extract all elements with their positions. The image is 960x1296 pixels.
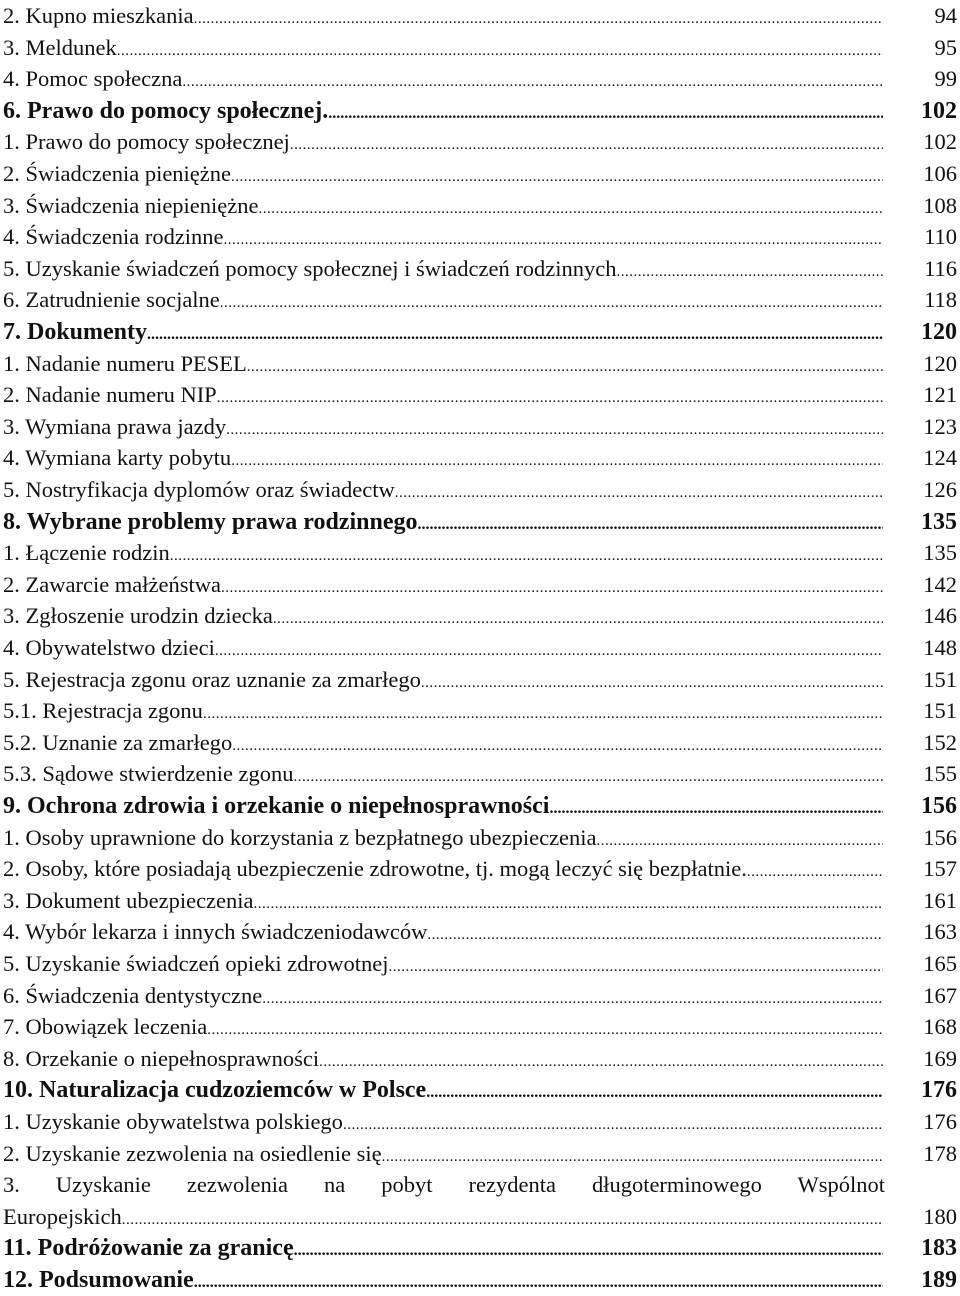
toc-entry[interactable] (0, 253, 960, 285)
toc-entry[interactable] (0, 537, 960, 569)
toc-entry-label: 4. Wybór lekarza i innych świadczeniodawców (3, 919, 428, 945)
toc-entry-page-number: 118 (924, 287, 957, 313)
toc-entry-label: 5.3. Sądowe stwierdzenie zgonu (3, 761, 294, 787)
toc-entry-text (3, 63, 883, 95)
toc-entry[interactable] (0, 1043, 960, 1075)
toc-entry[interactable] (0, 948, 960, 980)
toc-entry-text (3, 822, 883, 854)
toc-entry[interactable] (0, 885, 960, 917)
toc-entry-text (3, 253, 883, 285)
toc-entry-label: 11. Podróżowanie za granicę (3, 1235, 294, 1262)
toc-entry-label: Europejskich (3, 1203, 122, 1229)
toc-entry-label: 2. Świadczenia pieniężne (3, 161, 232, 186)
toc-entry-page-number: 189 (921, 1267, 957, 1293)
toc-entry-label: 5. Nostryfikacja dyplomów oraz świadectw (3, 477, 395, 502)
toc-entry-label: 2. Osoby, które posiadają ubezpieczenie zdrowotne, tj. mogą leczyć się bezpłatnie. (3, 856, 747, 882)
toc-entry[interactable] (0, 1106, 960, 1138)
toc-entry-page-number: 102 (921, 97, 957, 124)
toc-entry-text (3, 1201, 883, 1233)
toc-entry-text (3, 980, 883, 1012)
toc-entry-label: 3. Zgłoszenie urodzin dziecka (3, 603, 273, 629)
toc-entry[interactable] (0, 695, 960, 727)
toc-entry-page-number: 176 (923, 1109, 957, 1134)
toc-entry-page-number: 168 (923, 1014, 957, 1040)
toc-entry-label: 5.2. Uznanie za zmarłego (3, 729, 233, 755)
toc-entry-page-number: 178 (923, 1140, 957, 1166)
toc-entry[interactable] (0, 664, 960, 696)
toc-entry-label: 1. Osoby uprawnione do korzystania z bezpłatnego ubezpieczenia (3, 824, 597, 850)
toc-entry-label: 9. Ochrona zdrowia i orzekanie o niepełnosprawności (3, 793, 550, 819)
toc-entry-label: 3. Meldunek (3, 34, 117, 60)
toc-entry-page-number: 155 (923, 761, 957, 787)
toc-entry-page-number: 126 (923, 477, 957, 502)
toc-entry-page-number: 102 (923, 129, 957, 155)
toc-entry-text (3, 600, 883, 632)
toc-entry-text (3, 632, 883, 664)
toc-entry-label: 5. Uzyskanie świadczeń pomocy społecznej i świadczeń rodzinnych (3, 255, 617, 281)
toc-entry[interactable] (0, 822, 960, 854)
toc-chapter-entry[interactable] (0, 506, 960, 538)
toc-entry[interactable] (0, 474, 960, 506)
toc-entry-label: 8. Orzekanie o niepełnosprawności (3, 1045, 320, 1071)
toc-entry-page-number: 120 (921, 319, 957, 345)
toc-chapter-entry[interactable] (0, 1232, 960, 1264)
toc-entry[interactable] (0, 569, 960, 601)
toc-entry[interactable] (0, 32, 960, 64)
toc-entry-label: 4. Świadczenia rodzinne (3, 224, 224, 250)
toc-entry-page-number: 142 (923, 571, 957, 597)
toc-entry-page-number: 123 (923, 413, 957, 439)
toc-entry-text (3, 95, 883, 127)
toc-entry-text (3, 0, 883, 32)
toc-entry-label: 10. Naturalizacja cudzoziemców w Polsce (3, 1077, 427, 1104)
toc-entry-label: 3. Świadczenia niepieniężne (3, 192, 259, 218)
toc-chapter-entry[interactable] (0, 790, 960, 822)
toc-entry-text (3, 758, 883, 790)
toc-entry-text (3, 727, 883, 759)
toc-entry-page-number: 156 (921, 793, 957, 819)
toc-entry[interactable] (0, 221, 960, 253)
toc-entry-text (3, 1106, 883, 1138)
toc-entry-page-number: 95 (934, 34, 957, 60)
toc-entry-text (3, 411, 883, 443)
toc-entry-text (3, 948, 883, 980)
toc-entry-text (3, 885, 883, 917)
toc-entry-label: 5. Rejestracja zgonu oraz uznanie za zmarłego (3, 666, 421, 692)
toc-entry-label: 2. Kupno mieszkania (3, 3, 194, 28)
toc-entry-text (3, 1264, 883, 1296)
toc-entry[interactable] (0, 600, 960, 632)
toc-entry-text (3, 221, 883, 253)
toc-entry-label: 4. Obywatelstwo dzieci (3, 635, 215, 660)
toc-entry-page-number: 176 (921, 1077, 957, 1104)
toc-entry[interactable] (0, 63, 960, 95)
toc-entry-wrapped-line2[interactable] (0, 1201, 960, 1233)
toc-entry-text (3, 537, 883, 569)
toc-entry-page-number: 124 (923, 445, 957, 471)
toc-entry-page-number: 120 (923, 350, 957, 376)
toc-entry-page-number: 106 (923, 161, 957, 186)
toc-entry-label: 4. Wymiana karty pobytu (3, 445, 232, 471)
toc-entry-text (3, 1232, 883, 1264)
toc-entry-label: 1. Uzyskanie obywatelstwa polskiego (3, 1109, 343, 1134)
toc-entry[interactable] (0, 632, 960, 664)
toc-entry-text (3, 190, 883, 222)
toc-entry-label: 1. Łączenie rodzin (3, 540, 170, 566)
toc-entry-label: 1. Prawo do pomocy społecznej (3, 129, 290, 155)
toc-entry[interactable] (0, 1138, 960, 1170)
toc-entry[interactable] (0, 411, 960, 443)
toc-entry-page-number: 121 (923, 382, 957, 408)
toc-entry-label: 6. Świadczenia dentystyczne (3, 982, 263, 1008)
toc-entry-text (3, 853, 883, 885)
toc-chapter-entry[interactable] (0, 1264, 960, 1296)
toc-entry-page-number: 169 (923, 1045, 957, 1071)
toc-entry-label: 3. Wymiana prawa jazdy (3, 413, 227, 439)
toc-entry-label: 5. Uzyskanie świadczeń opieki zdrowotnej (3, 951, 389, 976)
toc-entry-page-number: 183 (921, 1235, 957, 1262)
toc-entry-label: 6. Zatrudnienie socjalne (3, 287, 220, 313)
toc-entry-text (3, 664, 883, 696)
toc-entry-label: 4. Pomoc społeczna (3, 66, 183, 92)
toc-entry-label: 6. Prawo do pomocy społecznej. (3, 97, 329, 124)
toc-entry-text (3, 506, 883, 538)
toc-entry-text (3, 790, 883, 822)
toc-entry-text (3, 569, 883, 601)
toc-entry[interactable] (0, 758, 960, 790)
toc-entry[interactable] (0, 916, 960, 948)
toc-entry-text (3, 158, 883, 190)
toc-entry-text (3, 348, 883, 380)
toc-entry-page-number: 151 (923, 666, 957, 692)
toc-entry[interactable] (0, 190, 960, 222)
toc-entry-text (3, 695, 883, 727)
toc-entry-label: 1. Nadanie numeru PESEL (3, 350, 247, 376)
toc-entry-page-number: 163 (923, 919, 957, 945)
toc-entry-text (3, 1074, 883, 1106)
toc-entry[interactable] (0, 442, 960, 474)
toc-entry-page-number: 116 (924, 255, 957, 281)
toc-entry-page-number: 180 (923, 1203, 957, 1229)
toc-entry-label: 8. Wybrane problemy prawa rodzinnego (3, 508, 418, 535)
toc-chapter-entry[interactable] (0, 316, 960, 348)
toc-entry[interactable] (0, 980, 960, 1012)
toc-entry-label: 12. Podsumowanie (3, 1267, 194, 1293)
toc-entry[interactable] (0, 126, 960, 158)
toc-entry[interactable] (0, 0, 960, 32)
toc-entry[interactable] (0, 158, 960, 190)
toc-entry-page-number: 152 (923, 729, 957, 755)
toc-entry-label: 7. Obowiązek leczenia (3, 1014, 208, 1040)
toc-entry[interactable] (0, 379, 960, 411)
toc-entry-text (3, 916, 883, 948)
toc-entry-text (3, 316, 883, 348)
toc-entry-page-number: 167 (923, 982, 957, 1008)
toc-entry-text (3, 32, 883, 64)
toc-entry-text (3, 1011, 883, 1043)
toc-entry-label: 2. Nadanie numeru NIP (3, 382, 217, 408)
toc-entry-label: 2. Zawarcie małżeństwa (3, 571, 222, 597)
toc-entry-page-number: 146 (923, 603, 957, 629)
toc-entry-text (3, 379, 883, 411)
toc-entry-label: 2. Uzyskanie zezwolenia na osiedlenie się (3, 1140, 382, 1166)
toc-entry-page-number: 94 (934, 3, 957, 28)
toc-entry-page-number: 151 (923, 698, 957, 724)
toc-entry-text (3, 1138, 883, 1170)
toc-entry-page-number: 108 (923, 192, 957, 218)
toc-entry[interactable] (0, 284, 960, 316)
toc-entry[interactable] (0, 348, 960, 380)
toc-entry-page-number: 148 (923, 635, 957, 660)
toc-entry-page-number: 157 (923, 856, 957, 882)
toc-chapter-entry[interactable] (0, 1074, 960, 1106)
toc-entry[interactable] (0, 727, 960, 759)
toc-entry-page-number: 156 (923, 824, 957, 850)
toc-entry-page-number: 99 (934, 66, 957, 92)
toc-entry-page-number: 165 (923, 951, 957, 976)
toc-entry-label: 7. Dokumenty (3, 319, 148, 345)
toc-entry-text (3, 1043, 883, 1075)
toc-entry-page-number: 135 (923, 540, 957, 566)
toc-entry-text (3, 474, 883, 506)
toc-entry[interactable] (0, 1011, 960, 1043)
toc-entry-page-number: 161 (923, 887, 957, 913)
toc-entry-wrapped-line1: 3. Uzyskanie zezwolenia na pobyt rezydenta długoterminowego Wspólnot (3, 1172, 885, 1198)
toc-entry-text (3, 284, 883, 316)
toc-entry-label: 5.1. Rejestracja zgonu (3, 698, 203, 724)
toc-entry-label: 3. Dokument ubezpieczenia (3, 887, 254, 913)
toc-chapter-entry[interactable] (0, 95, 960, 127)
toc-entry-page-number: 110 (924, 224, 957, 250)
toc-entry-page-number: 135 (921, 508, 957, 535)
toc-entry-text (3, 442, 883, 474)
toc-entry-text (3, 126, 883, 158)
toc-entry[interactable] (0, 853, 960, 885)
